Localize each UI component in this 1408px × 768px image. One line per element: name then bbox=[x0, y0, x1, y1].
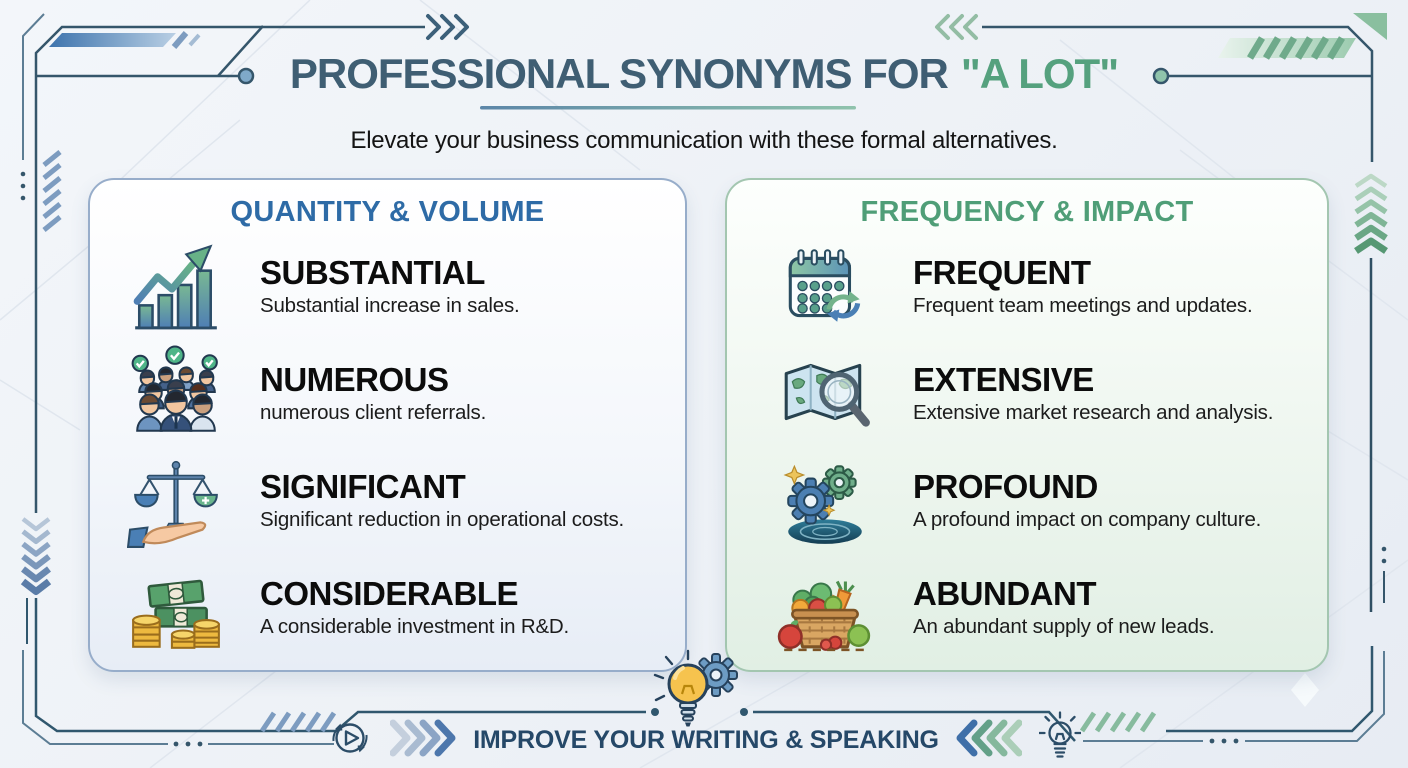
sparkle-shape bbox=[1291, 673, 1319, 707]
accent-bar-blue bbox=[49, 33, 176, 47]
footer-banner bbox=[0, 708, 1408, 768]
synonym-item-significant bbox=[90, 447, 685, 554]
team-crowd-icon bbox=[122, 343, 230, 445]
bar-chart-growth-icon bbox=[122, 236, 230, 338]
calendar-refresh-icon bbox=[771, 236, 879, 338]
synonym-example: Frequent team meetings and updates. bbox=[913, 293, 1253, 317]
chevrons-left-icon bbox=[956, 718, 1022, 763]
synonym-item-considerable bbox=[90, 554, 685, 661]
money-stacks-icon bbox=[122, 557, 230, 659]
chevrons-right-icon bbox=[390, 718, 456, 763]
synonym-item-abundant bbox=[727, 554, 1327, 661]
synonym-item-substantial bbox=[90, 233, 685, 340]
chevrons-left-side-icon bbox=[23, 519, 49, 592]
chevrons-top-left-icon bbox=[428, 16, 467, 38]
synonym-term: CONSIDERABLE bbox=[260, 574, 519, 612]
synonym-example: An abundant supply of new leads. bbox=[913, 614, 1215, 638]
synonym-term: FREQUENT bbox=[913, 253, 1091, 291]
page-title bbox=[0, 50, 1408, 98]
chevrons-right-side-icon bbox=[1356, 176, 1386, 251]
synonym-example: Substantial increase in sales. bbox=[260, 293, 520, 317]
synonym-term: EXTENSIVE bbox=[913, 360, 1094, 398]
synonym-example: A considerable investment in R&D. bbox=[260, 614, 570, 638]
synonym-example: numerous client referrals. bbox=[260, 400, 487, 424]
card-frequency-impact bbox=[725, 178, 1329, 672]
synonym-term: SUBSTANTIAL bbox=[260, 253, 485, 291]
title-underline bbox=[480, 106, 856, 110]
synonym-term: NUMEROUS bbox=[260, 360, 449, 398]
synonym-term: PROFOUND bbox=[913, 467, 1098, 505]
corner-triangle-green bbox=[1353, 13, 1387, 40]
footer-banner-text: IMPROVE YOUR WRITING & SPEAKING bbox=[473, 725, 939, 754]
synonym-item-frequent bbox=[727, 233, 1327, 340]
chevrons-top-right-icon bbox=[937, 16, 976, 38]
card-quantity-volume bbox=[88, 178, 687, 672]
synonym-example: Significant reduction in operational costs. bbox=[260, 507, 625, 531]
page-subtitle: Elevate your business communication with these formal alternatives. bbox=[350, 127, 1058, 154]
page-title-main: PROFESSIONAL SYNONYMS FOR bbox=[289, 50, 948, 97]
replay-icon bbox=[327, 715, 373, 766]
synonym-example: A profound impact on company culture. bbox=[913, 507, 1262, 531]
card-frequency-impact-title: FREQUENCY & IMPACT bbox=[860, 196, 1194, 228]
lightbulb-outline-icon bbox=[1039, 711, 1081, 768]
balance-scale-hand-icon bbox=[122, 450, 230, 552]
fruit-basket-icon bbox=[771, 557, 879, 659]
synonym-item-profound bbox=[727, 447, 1327, 554]
dots-right bbox=[1382, 547, 1387, 564]
page-title-accent: "A LOT" bbox=[960, 50, 1119, 97]
gears-ripple-icon bbox=[771, 450, 879, 552]
synonym-example: Extensive market research and analysis. bbox=[913, 400, 1274, 424]
synonym-item-numerous bbox=[90, 340, 685, 447]
hatch-top-left bbox=[44, 152, 60, 230]
synonym-term: SIGNIFICANT bbox=[260, 467, 466, 505]
card-quantity-volume-title: QUANTITY & VOLUME bbox=[230, 196, 545, 228]
dots-left bbox=[21, 172, 26, 201]
map-magnifier-icon bbox=[771, 343, 879, 445]
synonym-term: ABUNDANT bbox=[913, 574, 1096, 612]
synonym-item-extensive bbox=[727, 340, 1327, 447]
